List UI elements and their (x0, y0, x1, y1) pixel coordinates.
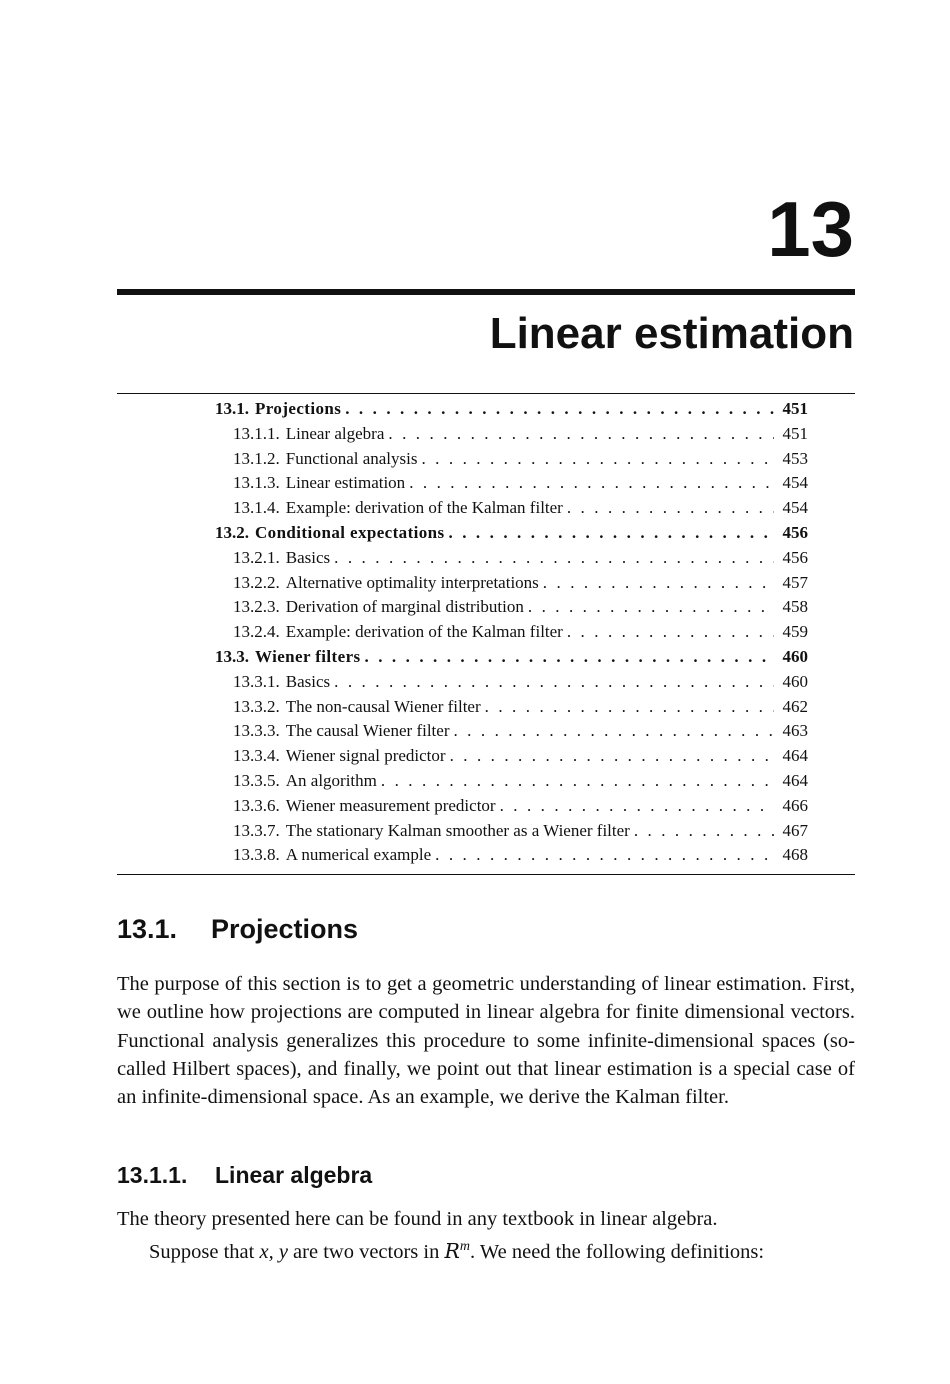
toc-entry[interactable] (215, 597, 808, 622)
table-of-contents (215, 399, 808, 870)
toc-entry-number: 13.2.2. (233, 572, 280, 592)
toc-entry-number: 13.1.4. (233, 498, 280, 518)
toc-entry-number: 13.3. (215, 646, 249, 666)
toc-entry-label: Functional analysis (285, 448, 418, 468)
toc-leader-dots (334, 672, 774, 692)
toc-bottom-rule (117, 874, 855, 875)
toc-entry-number: 13.3.2. (233, 696, 280, 716)
toc-leader-dots (334, 548, 774, 568)
toc-entry[interactable] (215, 796, 808, 821)
toc-leader-dots (450, 746, 774, 766)
toc-entry-page: 468 (782, 845, 808, 865)
toc-entry-number: 13.2.4. (233, 622, 280, 642)
toc-entry-label: The non-causal Wiener filter (285, 696, 481, 716)
toc-entry-page: 454 (782, 473, 808, 493)
toc-leader-dots (365, 647, 774, 667)
toc-entry-number: 13.3.3. (233, 721, 280, 741)
toc-entry-page: 458 (782, 597, 808, 617)
toc-entry-number: 13.3.4. (233, 746, 280, 766)
toc-leader-dots (485, 697, 774, 717)
toc-entry-page: 463 (782, 721, 808, 741)
toc-entry-number: 13.1.3. (233, 473, 280, 493)
toc-entry[interactable] (215, 697, 808, 722)
body-line-2 (117, 1233, 887, 1266)
toc-entry-label: Projections (255, 399, 342, 418)
toc-entry[interactable] (215, 424, 808, 449)
toc-entry-label: Wiener measurement predictor (285, 795, 496, 815)
toc-leader-dots (421, 449, 774, 469)
line2-post: . We need the following definitions: (470, 1240, 765, 1263)
toc-entry-number: 13.3.5. (233, 770, 280, 790)
toc-entry-page: 460 (782, 671, 808, 691)
chapter-number: 13 (767, 185, 854, 273)
toc-entry[interactable] (215, 647, 808, 672)
toc-leader-dots (500, 796, 774, 816)
toc-entry-number: 13.3.6. (233, 795, 280, 815)
toc-entry[interactable] (215, 473, 808, 498)
toc-entry-page: 462 (782, 696, 808, 716)
toc-entry-page: 454 (782, 498, 808, 518)
toc-leader-dots (381, 771, 774, 791)
chapter-rule (117, 289, 855, 295)
section-paragraph: The purpose of this section is to get a geometric understanding of linear estimation. First, we outline how projections are computed in linear algebra for finite dimensional vectors. Functional analysis generalizes this procedure to some infinite-dimensional spaces (so-called Hilbert spaces), and finally, we point out that linear estimation is a special case of an infinite-dimensional space. As an example, we derive the Kalman filter. (117, 973, 855, 1109)
toc-entry-label: A numerical example (285, 845, 432, 865)
toc-entry-page: 464 (782, 746, 808, 766)
toc-entry-label: The stationary Kalman smoother as a Wiener filter (285, 820, 630, 840)
toc-entry-number: 13.2.1. (233, 547, 280, 567)
toc-leader-dots (345, 399, 774, 419)
toc-leader-dots (567, 498, 774, 518)
toc-entry[interactable] (215, 523, 808, 548)
toc-leader-dots (435, 845, 774, 865)
toc-entry-label: Linear algebra (285, 423, 385, 443)
toc-entry-label: Example: derivation of the Kalman filter (285, 622, 563, 642)
toc-entry-page: 451 (782, 423, 808, 443)
toc-entry-label: Derivation of marginal distribution (285, 597, 524, 617)
toc-entry-label: Basics (285, 547, 331, 567)
toc-entry-label: Example: derivation of the Kalman filter (285, 498, 563, 518)
toc-entry[interactable] (215, 721, 808, 746)
math-m: m (459, 1239, 471, 1254)
toc-entry[interactable] (215, 449, 808, 474)
toc-entry[interactable] (215, 771, 808, 796)
toc-entry[interactable] (215, 498, 808, 523)
toc-entry[interactable] (215, 746, 808, 771)
toc-entry[interactable] (215, 548, 808, 573)
section-number: 13.1. (117, 914, 178, 944)
toc-entry[interactable] (215, 821, 808, 846)
toc-entry-label: The causal Wiener filter (285, 721, 450, 741)
toc-entry-page: 459 (782, 622, 808, 642)
toc-entry-page: 466 (782, 795, 808, 815)
toc-entry-number: 13.1.2. (233, 448, 280, 468)
toc-entry-page: 453 (782, 448, 808, 468)
toc-entry-label: Linear estimation (285, 473, 406, 493)
toc-entry-number: 13.3.8. (233, 845, 280, 865)
toc-entry-number: 13.1.1. (233, 423, 280, 443)
toc-leader-dots (567, 622, 774, 642)
toc-entry-number: 13.1. (215, 399, 249, 418)
toc-leader-dots (634, 821, 774, 841)
toc-entry[interactable] (215, 845, 808, 870)
line2-mid: are two vectors in (287, 1240, 445, 1263)
toc-leader-dots (409, 473, 774, 493)
toc-entry-label: Alternative optimality interpretations (285, 572, 539, 592)
section-title: Projections (211, 914, 359, 944)
toc-leader-dots (453, 721, 774, 741)
toc-entry[interactable] (215, 672, 808, 697)
line2-pre: Suppose that (149, 1240, 260, 1263)
math-xy: x, y (259, 1240, 288, 1263)
subsection-title: Linear algebra (215, 1162, 373, 1188)
toc-entry[interactable] (215, 622, 808, 647)
math-R: R (444, 1238, 460, 1263)
toc-entry-page: 457 (782, 572, 808, 592)
toc-entry-page: 464 (782, 770, 808, 790)
chapter-title: Linear estimation (489, 309, 854, 358)
toc-top-rule (117, 393, 855, 394)
toc-entry-label: Wiener signal predictor (285, 746, 446, 766)
toc-entry-label: Wiener filters (255, 646, 361, 666)
toc-entry-number: 13.2.3. (233, 597, 280, 617)
toc-entry-page: 460 (782, 646, 808, 666)
toc-entry-page: 467 (782, 820, 808, 840)
toc-leader-dots (543, 573, 774, 593)
section-heading (117, 914, 358, 945)
toc-entry-page: 451 (782, 399, 808, 418)
subsection-number: 13.1.1. (117, 1162, 188, 1188)
toc-entry-number: 13.3.1. (233, 671, 280, 691)
toc-entry-number: 13.3.7. (233, 820, 280, 840)
body-line-1: The theory presented here can be found in any textbook in linear algebra. (117, 1208, 718, 1230)
toc-entry[interactable] (215, 573, 808, 598)
toc-leader-dots (528, 597, 774, 617)
toc-entry[interactable] (215, 399, 808, 424)
toc-entry-label: Basics (285, 671, 331, 691)
toc-entry-label: An algorithm (285, 770, 377, 790)
toc-leader-dots (449, 523, 774, 543)
toc-entry-label: Conditional expectations (255, 522, 445, 542)
toc-entry-page: 456 (782, 547, 808, 567)
subsection-heading (117, 1162, 372, 1189)
toc-entry-page: 456 (782, 522, 808, 542)
toc-leader-dots (388, 424, 774, 444)
toc-entry-number: 13.2. (215, 522, 249, 542)
